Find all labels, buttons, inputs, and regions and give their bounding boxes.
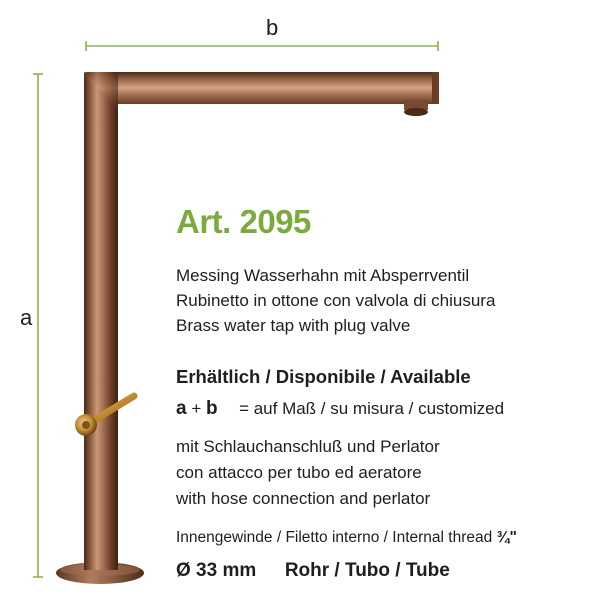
- custom-size-row: [176, 398, 504, 420]
- custom-plus: +: [191, 399, 202, 418]
- connection-italian: con attacco per tubo ed aeratore: [176, 463, 422, 482]
- internal-thread-size: ¾": [496, 529, 517, 546]
- description-english: Brass water tap with plug valve: [176, 316, 411, 335]
- article-number: Art. 2095: [176, 203, 311, 240]
- tube-diameter: Ø 33 mm: [176, 560, 257, 581]
- custom-size-text: = auf Maß / su misura / customized: [239, 399, 505, 418]
- custom-a-label: a: [176, 398, 187, 419]
- internal-thread-text: Innengewinde / Filetto interno / Internal thread: [176, 529, 493, 546]
- internal-thread-row: [176, 529, 517, 547]
- tube-label: Rohr / Tubo / Tube: [284, 560, 450, 581]
- width-dimension-label: b: [266, 15, 279, 40]
- description-italian: Rubinetto in ottone con valvola di chiusura: [176, 291, 496, 310]
- description-german: Messing Wasserhahn mit Absperrventil: [176, 266, 470, 285]
- custom-b-label: b: [205, 398, 218, 419]
- connection-german: mit Schlauchanschluß und Perlator: [176, 437, 440, 456]
- connection-english: with hose connection and perlator: [176, 489, 431, 508]
- tube-row: [176, 560, 450, 582]
- availability-heading: Erhältlich / Disponibile / Available: [176, 366, 471, 387]
- height-dimension-label: a: [20, 305, 33, 330]
